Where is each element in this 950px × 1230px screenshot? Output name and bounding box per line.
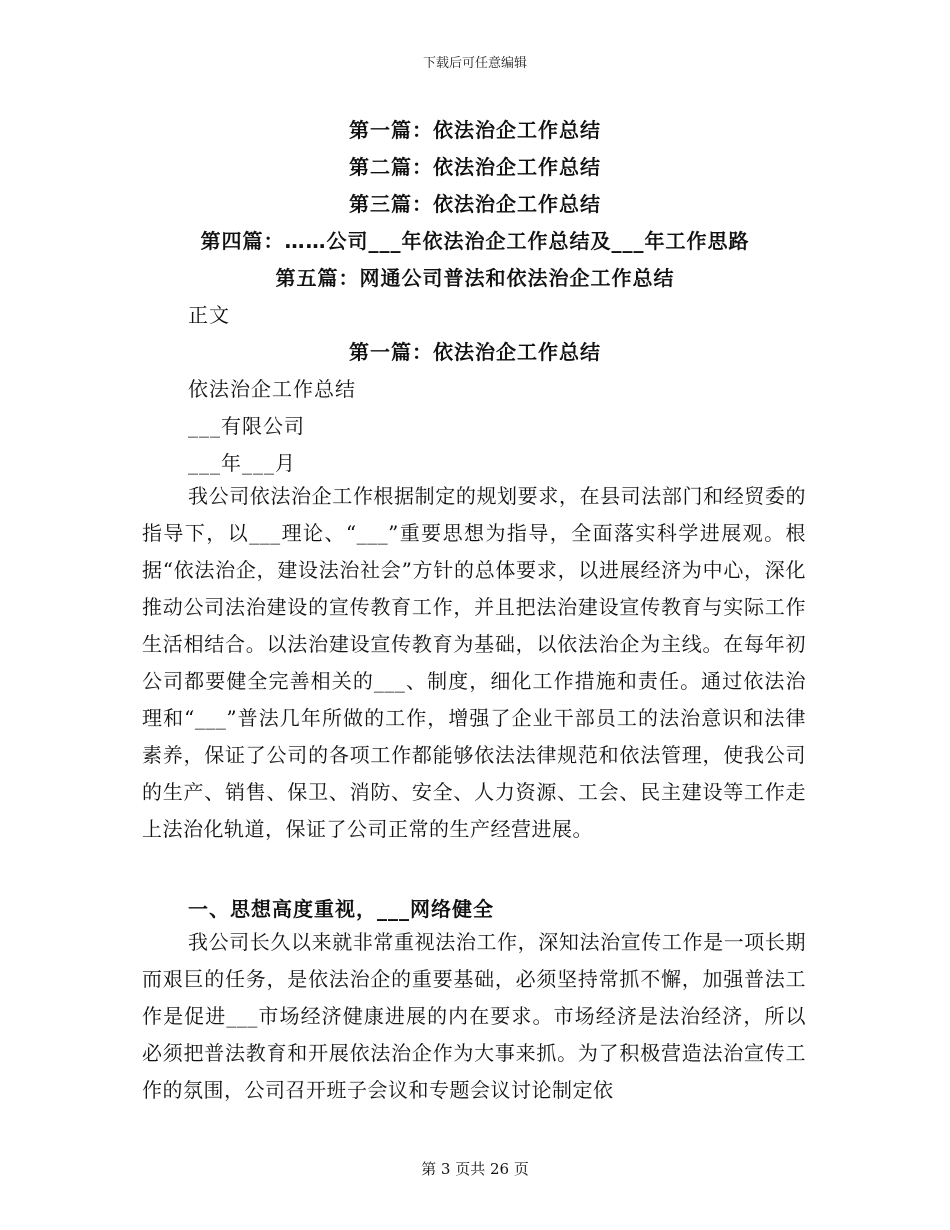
section-title: 第一篇：依法治企工作总结: [349, 340, 601, 364]
toc-item-1: 第一篇：依法治企工作总结: [349, 118, 601, 142]
paragraph-section-1: 我公司长久以来就非常重视法治工作，深知法治宣传工作是一项长期而艰巨的任务，是依法治企的重要基础，必须坚持常抓不懈，加强普法工作是促进___市场经济健康进展的内在要求。市场经济是法治经济，所以必须把普法教育和开展依法治企作为大事来抓。为了积极营造法治宣传工作的氛围，公司召开班子会议和专题会议讨论制定依: [142, 930, 806, 1102]
paragraph-intro: 我公司依法治企工作根据制定的规划要求，在县司法部门和经贸委的指导下，以___理论、“___”重要思想为指导，全面落实科学进展观。根据“依法治企，建设法治社会”方针的总体要求，以进展经济为中心，深化推动公司法治建设的宣传教育工作，并且把法治建设宣传教育与实际工作生活相结合。以法治建设宣传教育为基础，以依法治企为主线。在每年初公司都要健全完善相关的___、制度，细化工作措施和责任。通过依法治理和“___”普法几年所做的工作，增强了企业干部员工的法治意识和法律素养，保证了公司的各项工作都能够依法法律规范和依法管理，使我公司的生产、销售、保卫、消防、安全、人力资源、工会、民主建设等工作走上法治化轨道，保证了公司正常的生产经营进展。: [142, 484, 806, 841]
company-name: ___有限公司: [188, 414, 305, 438]
page-footer: 第 3 页共 26 页: [421, 1160, 529, 1178]
toc-item-5: 第五篇：网通公司普法和依法治企工作总结: [275, 266, 675, 290]
body-label: 正文: [188, 303, 230, 327]
heading-section-1: 一、思想高度重视，___网络健全: [188, 897, 494, 921]
toc-item-2: 第二篇：依法治企工作总结: [349, 155, 601, 179]
doc-title: 依法治企工作总结: [188, 377, 356, 401]
toc-item-4: 第四篇：……公司___年依法治企工作总结及___年工作思路: [200, 229, 750, 253]
doc-date: ___年___月: [188, 451, 296, 475]
header-note: 下载后可任意编辑: [422, 56, 527, 71]
toc-item-3: 第三篇：依法治企工作总结: [349, 192, 601, 216]
